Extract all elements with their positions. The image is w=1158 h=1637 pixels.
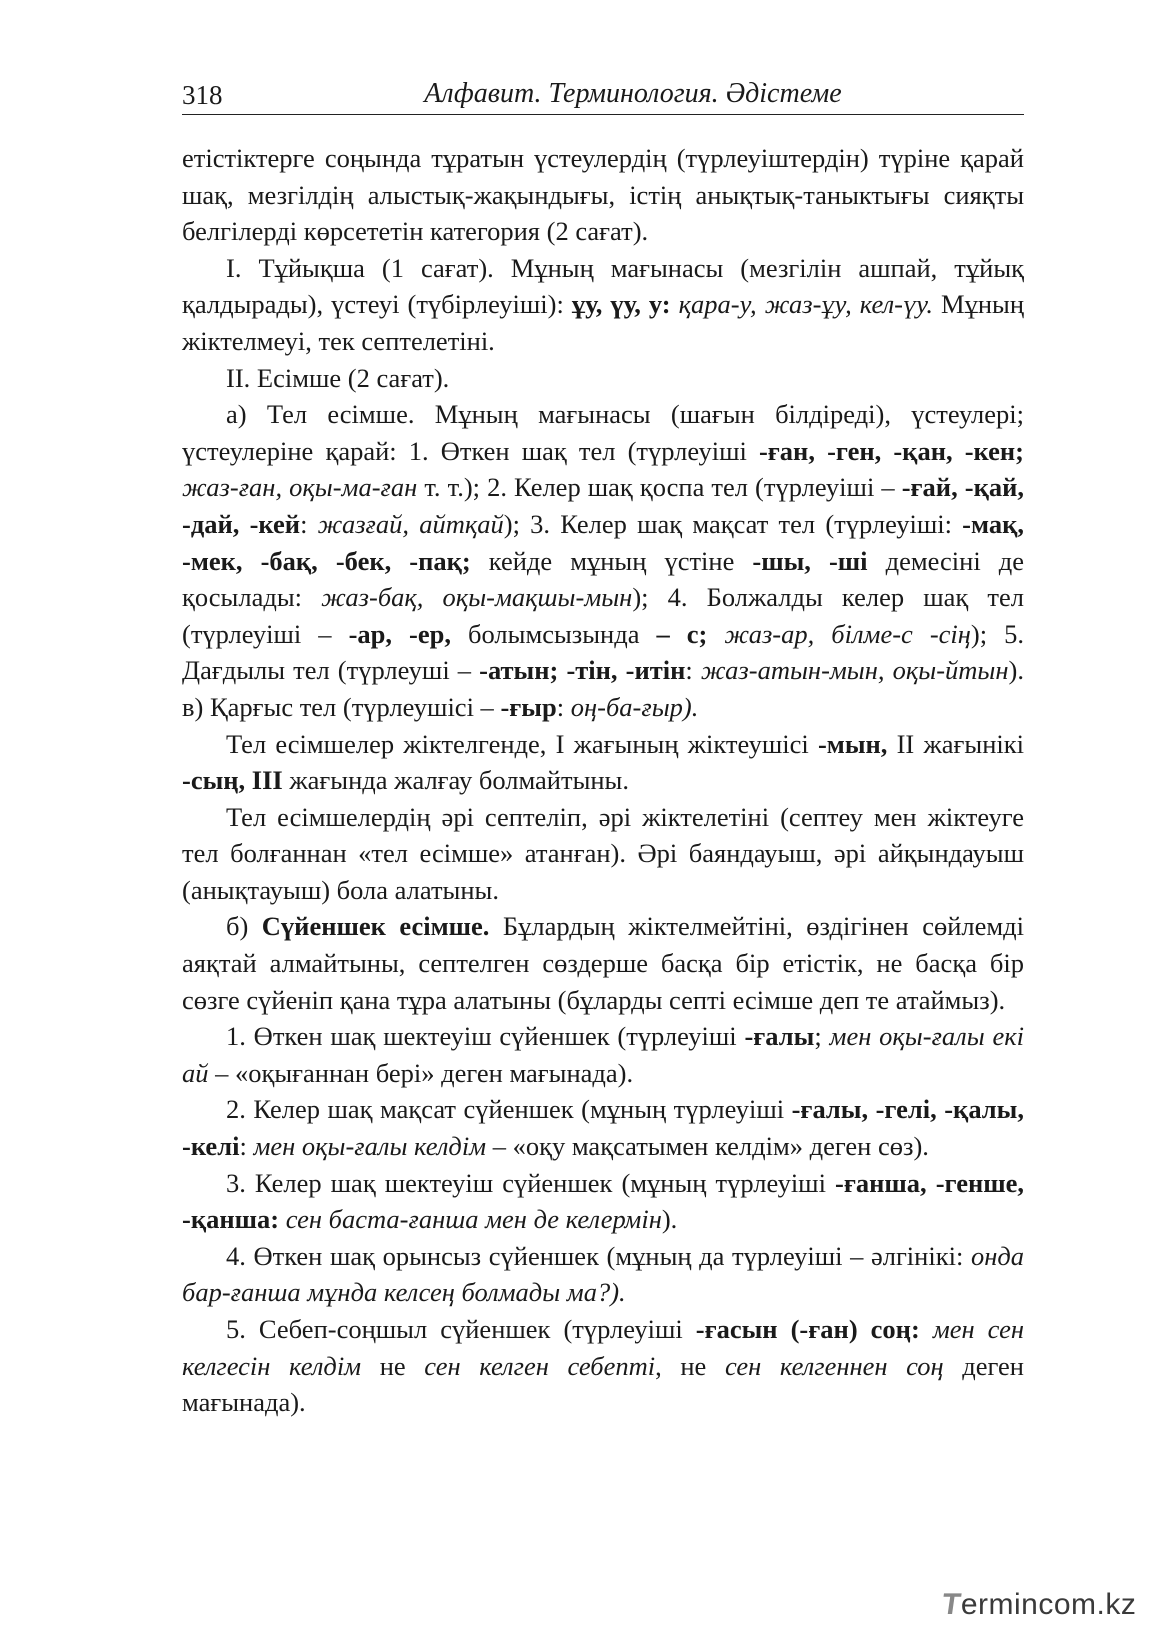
paragraph (182, 1238, 1024, 1311)
paragraph (182, 140, 1024, 250)
text-run: – «оқығаннан бері» деген мағынада). (208, 1057, 634, 1088)
text-run: -ғалы, -гелі, -қалы, -келі (182, 1094, 1024, 1162)
text-run: жаз-бақ, оқы-мақшы-мын (321, 582, 633, 613)
text-run: – с; (656, 618, 708, 649)
text-run: етістіктерге соңында тұратын үстеулердің (түрлеуіштердін) түріне қарай шақ, мезгілдің алыстық-жақындығы, істің анықтық-таныктығы сияқты белгілерді көрсететін категория (2 сағат). (182, 143, 1024, 247)
text-run: ; (814, 1021, 830, 1052)
text-run: Тел есімшелердің әрі септеліп, әрі жіктелетіні (септеу мен жіктеуге тел болғаннан «тел есімше» атанған). Әрі баяндауыш, әрі айқындауыш (анықтауыш) бола алатыны. (182, 801, 1024, 905)
paragraph (182, 1311, 1024, 1421)
text-run: жаз-атын-мын, оқы-йтын (700, 655, 1009, 686)
text-run: 5. Себеп-соңшыл сүйеншек (түрлеуіші (226, 1314, 696, 1344)
text-run: жаз-ған, оқы-ма-ған (182, 472, 418, 503)
text-run: мен оқы-ғалы екі ай (182, 1021, 1024, 1088)
paragraph (182, 799, 1024, 909)
text-run: а) Тел есімше. Мұның мағынасы (шағын білдіреді), үстеулері; үстеулеріне қарай: 1. Өткен шақ тел (түрлеуіші (182, 399, 1024, 466)
text-run: -сың, III (182, 765, 283, 796)
text-run: ). в) Қарғыс тел (түрлеушісі – (182, 655, 1024, 722)
text-run: 3. Келер шақ шектеуіш сүйеншек (мұның түрлеуіші (226, 1167, 836, 1198)
text-run: сен баста-ғанша мен де келермін (279, 1204, 662, 1235)
text-run: ). (661, 1204, 678, 1235)
text-run: кейде мұның үстіне (470, 545, 753, 576)
text-run: қара-у, жаз-ұу, кел-үу. (670, 289, 933, 320)
text-run: Тел есімшелер жіктелгенде, I жағының жіктеушісі (226, 728, 818, 759)
running-title: Алфавит. Терминология. Әдістеме (424, 78, 842, 109)
text-run: : (239, 1131, 254, 1162)
paragraph (182, 360, 1024, 397)
page-number: 318 (182, 80, 223, 110)
text-run: мен сен келгесін келдім (182, 1314, 1024, 1381)
text-run: ); 5. Дағдылы тел (түрлеуші – (182, 618, 1025, 686)
paragraph (182, 908, 1024, 1018)
text-run: -ғыр (500, 691, 557, 722)
text-run: II. Есімше (2 сағат). (226, 362, 450, 393)
watermark-logo-letter: T (939, 1588, 964, 1621)
text-run: -ғанша, -генше, -қанша: (182, 1167, 1024, 1235)
text-run: т. т.); 2. Келер шақ қоспа тел (түрлеуіші – (417, 472, 902, 503)
text-run: : (685, 655, 701, 686)
text-run: оң-ба-ғыр). (570, 691, 699, 722)
text-run: онда бар-ғанша мұнда келсең болмады ма?). (182, 1240, 1024, 1308)
text-run: -ғалы (744, 1021, 815, 1052)
text-run: Сүйеншек есімше. (261, 911, 490, 942)
text-run: жазғай, айтқай (317, 508, 504, 539)
text-run: мен оқы-ғалы келдім (253, 1131, 487, 1162)
text-run: ); 4. Болжалды келер шақ тел (түрлеуіші – (182, 582, 1024, 649)
paragraph (182, 1091, 1024, 1164)
text-run: сен келгеннен соң (724, 1350, 944, 1381)
paragraph (182, 396, 1024, 725)
text-run: : (300, 508, 318, 539)
text-run: -ған, -ген, -қан, -кен; (758, 435, 1024, 466)
text-run: 2. Келер шақ мақсат сүйеншек (мұның түрлеуіші (226, 1094, 792, 1125)
text-run: -шы, -ші (752, 545, 868, 576)
text-run: не (361, 1350, 425, 1381)
text-run: деген мағынада). (182, 1350, 1024, 1418)
text-run: 4. Өткен шақ орынсыз сүйеншек (мұның да түрлеуіші – әлгінікі: (226, 1240, 971, 1271)
text-run: -мын, (817, 728, 888, 759)
text-run: б) (226, 911, 262, 942)
text-run: демесіні де қосылады: (182, 545, 1024, 613)
text-run: жаз-ар, білме-с -сің (707, 618, 971, 649)
watermark-text: ermincom.kz (960, 1588, 1137, 1621)
text-run: жағында жалғау болмайтыны. (282, 765, 629, 796)
text-run: -мақ, -мек, -бақ, -бек, -пақ; (182, 508, 1024, 576)
text-run: , не (655, 1350, 725, 1381)
text-run: I. Тұйықша (1 сағат). Мұның мағынасы (мезгілін ашпай, тұйық қалдырады), үстеуі (түбірлеуіші): (182, 252, 1024, 320)
text-run: болымсызында (451, 618, 657, 649)
text-run: -атын; -тін, -итін (479, 655, 686, 686)
text-run: II жағынікі (887, 728, 1024, 759)
text-run: Мұның жіктелмеуі, тек септелетіні. (182, 289, 1025, 356)
text-run: Бұлардың жіктелмейтіні, өздігінен сөйлемді аяқтай алмайтыны, септелген сөздерше басқа бір етістік, не басқа бір сөзге сүйеніп қана тұра алатыны (бұларды септі есімше деп те атаймыз). (182, 911, 1025, 1015)
text-run: ); 3. Келер шақ мақсат тел (түрлеуіші: (503, 508, 963, 539)
body-text (182, 140, 1024, 1421)
text-run: ұу, үу, у: (571, 289, 671, 320)
text-run: -ар, -ер, (348, 618, 451, 649)
paragraph (182, 250, 1024, 360)
page-header (182, 78, 1024, 115)
text-run: -ғасын (-ған) соң: (695, 1314, 920, 1344)
text-run: сен келген себепті (424, 1350, 656, 1381)
paragraph (182, 1165, 1024, 1238)
text-run: – «оқу мақсатымен келдім» деген сөз). (486, 1131, 929, 1162)
paragraph (182, 1018, 1024, 1091)
text-run: -ғай, -қай, -дай, -кей (182, 472, 1024, 539)
text-run: 1. Өткен шақ шектеуіш сүйеншек (түрлеуіші (226, 1021, 745, 1052)
paragraph (182, 726, 1024, 799)
text-run: : (556, 691, 571, 722)
termincom-watermark (939, 1588, 1137, 1622)
